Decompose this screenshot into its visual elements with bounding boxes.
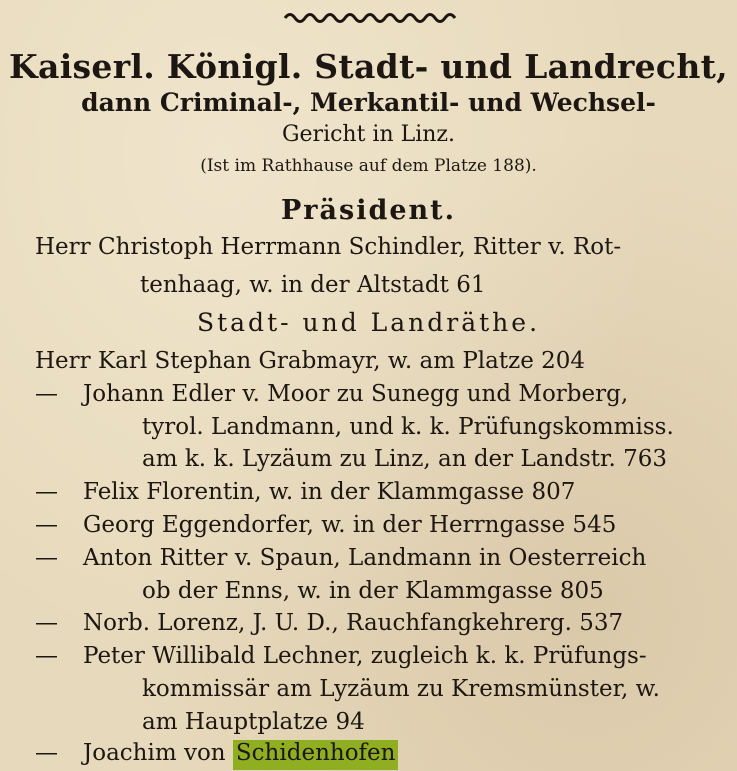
list-item [35, 481, 575, 504]
entry-text: Anton Ritter v. Spaun, Landmann in Oesterreich [83, 545, 647, 571]
list-item [35, 612, 623, 635]
court-title: Kaiserl. Königl. Stadt- und Landrecht, [9, 47, 728, 86]
entry-text: kommissär am Lyzäum zu Kremsmünster, w. [142, 676, 660, 702]
president-line-2: tenhaag, w. in der Altstadt 61 [140, 272, 486, 298]
entry-dash: — [35, 740, 58, 766]
list-item [35, 547, 646, 570]
entry-dash: — [35, 643, 58, 669]
court-subtitle: dann Criminal-, Merkantil- und Wechsel- [81, 88, 656, 117]
list-item [35, 645, 647, 668]
entry-text: tyrol. Landmann, und k. k. Prüfungskommiss. [142, 414, 674, 440]
ornament-divider [283, 10, 458, 26]
entry-text: Norb. Lorenz, J. U. D., Rauchfangkehrerg. 537 [83, 610, 624, 636]
entry-text: Johann Edler v. Moor zu Sunegg und Morberg, [83, 381, 629, 407]
entry-text: Felix Florentin, w. in der Klammgasse 807 [83, 479, 576, 505]
list-item [142, 416, 674, 439]
list-item [35, 350, 585, 373]
entry-text: am k. k. Lyzäum zu Linz, an der Landstr. 763 [142, 446, 668, 472]
entry-text: Peter Willibald Lechner, zugleich k. k. Prüfungs- [83, 643, 647, 669]
entry-dash: — [35, 479, 58, 505]
entry-dash: — [35, 545, 58, 571]
entry-text: Joachim von [83, 740, 233, 766]
entry-text: am Hauptplatze 94 [142, 709, 365, 735]
court-location: (Ist im Rathhause auf dem Platze 188). [200, 156, 537, 176]
entry-dash: — [35, 381, 58, 407]
entry-text: Herr Karl Stephan Grabmayr, w. am Platze 204 [35, 348, 586, 374]
list-item [142, 678, 660, 701]
list-item [142, 711, 365, 734]
list-item [142, 580, 604, 603]
entry-dash: — [35, 512, 58, 538]
entry-text: ob der Enns, w. in der Klammgasse 805 [142, 578, 604, 604]
list-item [35, 514, 616, 537]
list-item [35, 383, 628, 406]
president-line-1: Herr Christoph Herrmann Schindler, Ritter v. Rot- [35, 234, 622, 260]
list-item [142, 448, 667, 471]
list-item [35, 742, 398, 765]
court-subtitle-end: Gericht in Linz. [281, 122, 456, 147]
entry-dash: — [35, 610, 58, 636]
president-heading: Präsident. [280, 195, 457, 226]
entry-text: Georg Eggendorfer, w. in der Herrngasse 545 [83, 512, 617, 538]
raethe-heading: Stadt- und Landräthe. [196, 308, 541, 337]
highlighted-name: Schidenhofen [233, 740, 399, 770]
